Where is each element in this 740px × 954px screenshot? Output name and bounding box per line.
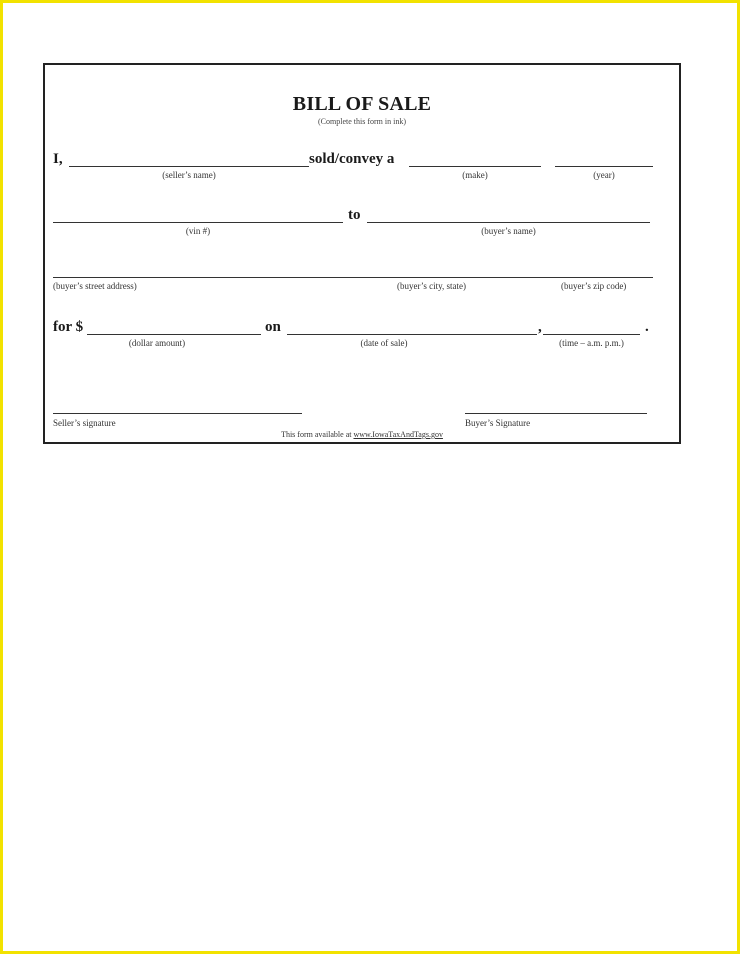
bill-of-sale-form — [43, 63, 681, 444]
form-footer — [45, 430, 679, 439]
year-caption: (year) — [593, 170, 615, 180]
row4-comma: , — [538, 319, 542, 335]
street-caption: (buyer’s street address) — [53, 281, 137, 291]
make-line[interactable] — [409, 166, 541, 167]
buyer-name-caption: (buyer’s name) — [481, 226, 536, 236]
buyer-address-line[interactable] — [53, 277, 653, 278]
time-caption: (time – a.m. p.m.) — [559, 338, 624, 348]
seller-name-line[interactable] — [69, 166, 309, 167]
vin-line[interactable] — [53, 222, 343, 223]
vin-caption: (vin #) — [185, 226, 211, 236]
seller-signature-label: Seller’s signature — [53, 418, 116, 428]
row1-prefix: I, — [53, 151, 63, 167]
make-caption: (make) — [462, 170, 488, 180]
row4-prefix: for $ — [53, 319, 84, 335]
row1-middle-label: sold/convey a — [309, 151, 395, 167]
form-subtitle: (Complete this form in ink) — [318, 117, 406, 126]
footer-text: This form available at — [281, 430, 352, 439]
row4-middle-label: on — [265, 319, 281, 335]
seller-name-caption: (seller’s name) — [162, 170, 216, 180]
year-line[interactable] — [555, 166, 653, 167]
form-title: BILL OF SALE — [292, 93, 432, 115]
date-caption: (date of sale) — [360, 338, 408, 348]
zip-caption: (buyer’s zip code) — [561, 281, 627, 291]
buyer-signature-label: Buyer’s Signature — [465, 418, 531, 428]
date-of-sale-line[interactable] — [287, 334, 537, 335]
buyer-name-line[interactable] — [367, 222, 650, 223]
dollar-caption: (dollar amount) — [128, 338, 186, 348]
seller-signature-line[interactable] — [53, 413, 302, 414]
city-state-caption: (buyer’s city, state) — [397, 281, 466, 291]
footer-link[interactable]: www.IowaTaxAndTags.gov — [353, 430, 443, 439]
time-line[interactable] — [543, 334, 640, 335]
buyer-signature-line[interactable] — [465, 413, 647, 414]
dollar-amount-line[interactable] — [87, 334, 261, 335]
row4-period: . — [645, 319, 649, 335]
row2-middle-label: to — [348, 207, 361, 223]
